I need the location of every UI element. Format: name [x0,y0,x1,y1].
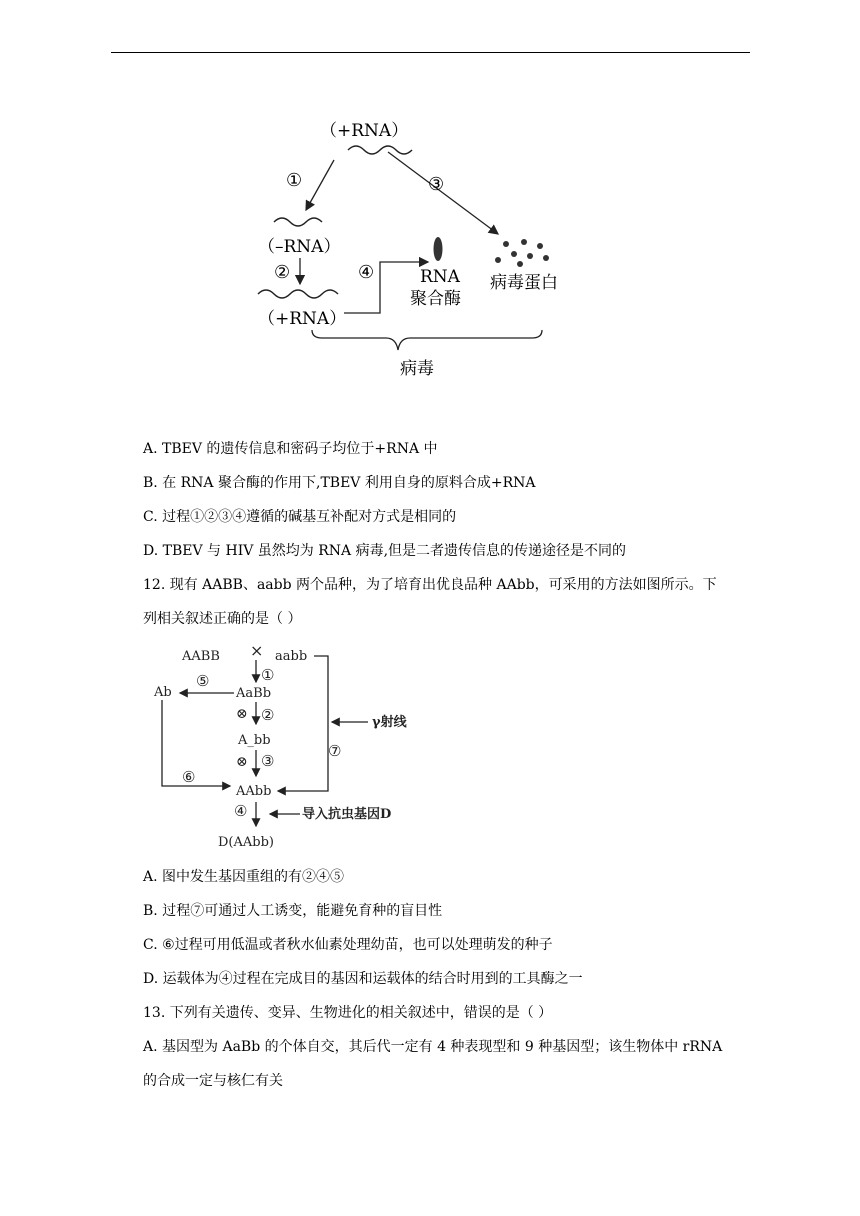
breeding-diagram [140,636,440,856]
parent-aabb: aabb [275,649,308,664]
step2-label: ② [261,706,275,724]
step1-label: ① [286,170,303,191]
top-rna-wave [348,146,412,154]
q11-option-d: D. TBEV 与 HIV 虽然均为 RNA 病毒,但是二者遗传信息的传递途径是不同的 [143,543,627,559]
self-cross-2: ⊗ [236,754,248,770]
q11-option-c: C. 过程①②③④遵循的碱基互补配对方式是相同的 [143,509,457,525]
q13-stem: 13. 下列有关遗传、变异、生物进化的相关叙述中，错误的是（ ） [143,1005,553,1021]
q12-option-c: C. ⑥过程可用低温或者秋水仙素处理幼苗，也可以处理萌发的种子 [143,937,553,953]
bottom-rna-label: （+RNA） [258,309,347,329]
rna-polymerase-shape [434,237,443,261]
q12-stem-line2: 列相关叙述正确的是（ ） [143,611,302,627]
import-gene-label: 导入抗虫基因D [302,807,392,822]
gamma-ray-label: γ射线 [372,715,407,730]
bottom-rna-wave [258,290,338,298]
q13-option-a-line2: 的合成一定与核仁有关 [143,1073,283,1089]
gamete-Ab: Ab [154,685,172,700]
q11-option-b: B. 在 RNA 聚合酶的作用下,TBEV 利用自身的原料合成+RNA [143,475,536,491]
protein-label: 病毒蛋白 [490,273,558,293]
result-D-AAbb: D(AAbb) [218,835,274,850]
q12-option-b: B. 过程⑦可通过人工诱变，能避免育种的盲目性 [143,903,443,919]
path-step7 [278,656,328,791]
target-AAbb: AAbb [236,784,272,799]
hybrid-AaBb: AaBb [236,686,272,701]
virus-replication-diagram [248,108,588,390]
top-rna-label: （+RNA） [320,121,409,141]
step3-label: ③ [261,752,275,770]
self-cross-1: ⊗ [236,706,248,722]
step5-label: ⑤ [196,672,210,690]
step2-label: ② [274,262,291,283]
parent-AABB: AABB [182,649,220,664]
q12-stem-line1: 12. 现有 AABB、aabb 两个品种，为了培育出优良品种 AAbb，可采用的方法如图所示。下 [143,577,717,593]
q12-option-d: D. 运载体为④过程在完成目的基因和运载体的结合时用到的工具酶之一 [143,971,583,987]
step6-label: ⑥ [182,768,196,786]
q13-option-a-line1: A. 基因型为 AaBb 的个体自交，其后代一定有 4 种表现型和 9 种基因型；该生物体中 rRNA [143,1039,723,1055]
q12-option-a: A. 图中发生基因重组的有②④⑤ [143,869,345,885]
virus-label: 病毒 [400,359,434,379]
enzyme-label-line2: 聚合酶 [410,289,461,309]
step1-label: ① [261,666,275,684]
neg-rna-wave [274,218,322,226]
step3-label: ③ [428,174,445,195]
gen-A_bb: A_bb [238,733,271,748]
neg-rna-label: （–RNA） [258,237,341,257]
virus-brace [312,330,542,350]
header-rule [111,52,750,53]
arrow-step1 [306,160,334,210]
step7-label: ⑦ [328,742,342,760]
enzyme-label-line1: RNA [420,267,460,287]
step4-label: ④ [234,802,248,820]
path-step6 [162,700,230,786]
cross-sign: × [250,641,264,660]
step4-label: ④ [358,262,375,283]
virus-protein-dots [495,239,549,267]
q11-option-a: A. TBEV 的遗传信息和密码子均位于+RNA 中 [143,441,438,457]
